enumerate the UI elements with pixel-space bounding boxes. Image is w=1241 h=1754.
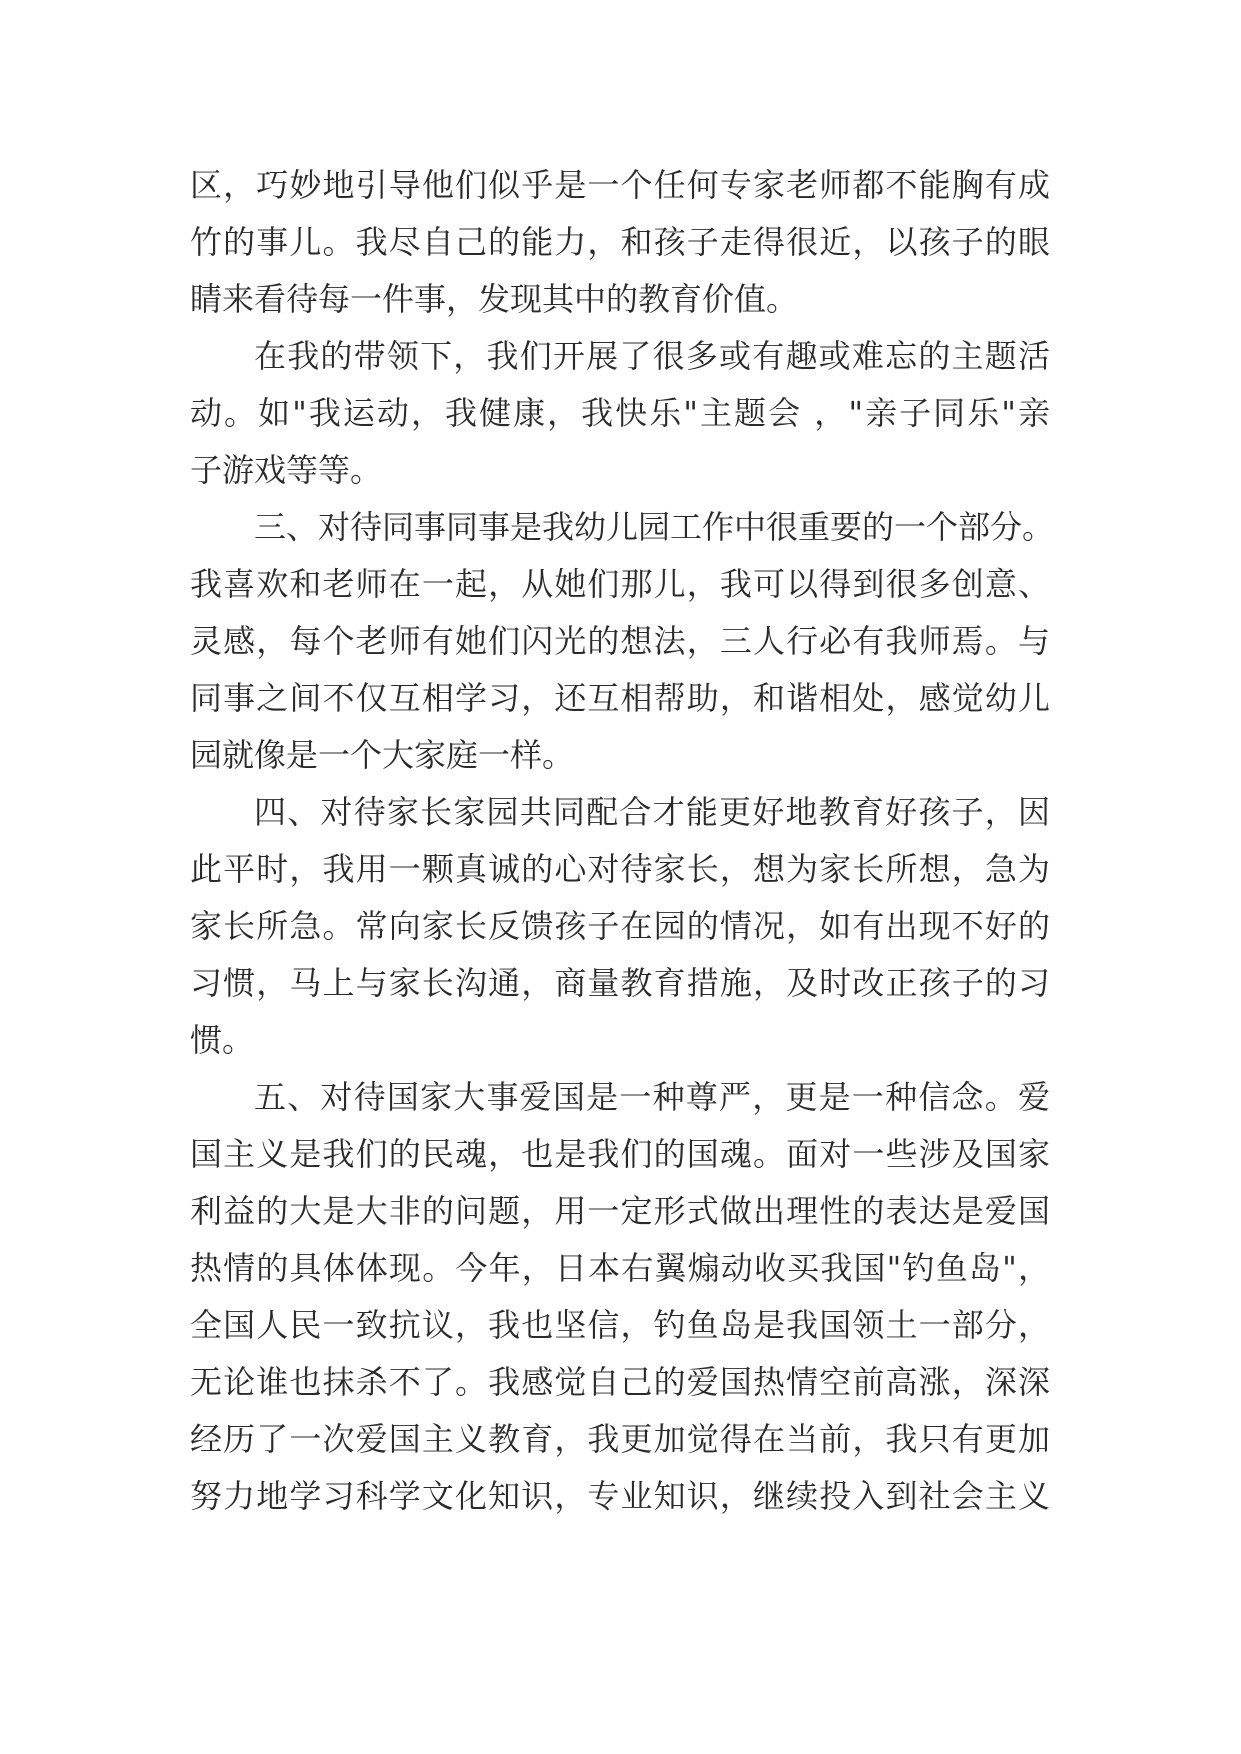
text-line: 无论谁也抹杀不了。我感觉自己的爱国热情空前高涨，深深 [190,1363,1050,1401]
text-line: 灵感，每个老师有她们闪光的想法，三人行必有我师焉。与 [190,622,1050,660]
text-line: 竹的事儿。我尽自己的能力，和孩子走得很近，以孩子的眼 [190,223,1050,261]
text-line: 全国人民一致抗议，我也坚信，钓鱼岛是我国领土一部分， [190,1306,1050,1344]
text-line: 四、对待家长家园共同配合才能更好地教育好孩子，因 [254,793,1050,831]
text-line: 惯。 [190,1021,255,1059]
text-line: 动。如"我运动，我健康，我快乐"主题会 ，"亲子同乐"亲 [190,394,1050,432]
text-line: 习惯，马上与家长沟通，商量教育措施，及时改正孩子的习 [190,964,1050,1002]
text-line: 家长所急。常向家长反馈孩子在园的情况，如有出现不好的 [190,907,1050,945]
text-line: 同事之间不仅互相学习，还互相帮助，和谐相处，感觉幼儿 [190,679,1050,717]
text-line: 此平时，我用一颗真诚的心对待家长，想为家长所想，急为 [190,850,1050,888]
text-line: 睛来看待每一件事，发现其中的教育价值。 [190,280,799,318]
text-line: 区，巧妙地引导他们似乎是一个任何专家老师都不能胸有成 [190,166,1050,204]
text-line: 子游戏等等。 [190,451,383,489]
text-line: 我喜欢和老师在一起，从她们那儿，我可以得到很多创意、 [190,565,1050,603]
text-line: 利益的大是大非的问题，用一定形式做出理性的表达是爱国 [190,1192,1050,1230]
text-line: 热情的具体体现。今年，日本右翼煽动收买我国"钓鱼岛"， [190,1249,1050,1287]
text-line: 在我的带领下，我们开展了很多或有趣或难忘的主题活 [254,337,1050,375]
text-line: 五、对待国家大事爱国是一种尊严，更是一种信念。爱 [254,1078,1050,1116]
text-line: 努力地学习科学文化知识，专业知识，继续投入到社会主义 [190,1477,1050,1515]
text-line: 经历了一次爱国主义教育，我更加觉得在当前，我只有更加 [190,1420,1050,1458]
text-line: 国主义是我们的民魂，也是我们的国魂。面对一些涉及国家 [190,1135,1050,1173]
text-line: 三、对待同事同事是我幼儿园工作中很重要的一个部分。 [254,508,1055,546]
text-line: 园就像是一个大家庭一样。 [190,736,575,774]
